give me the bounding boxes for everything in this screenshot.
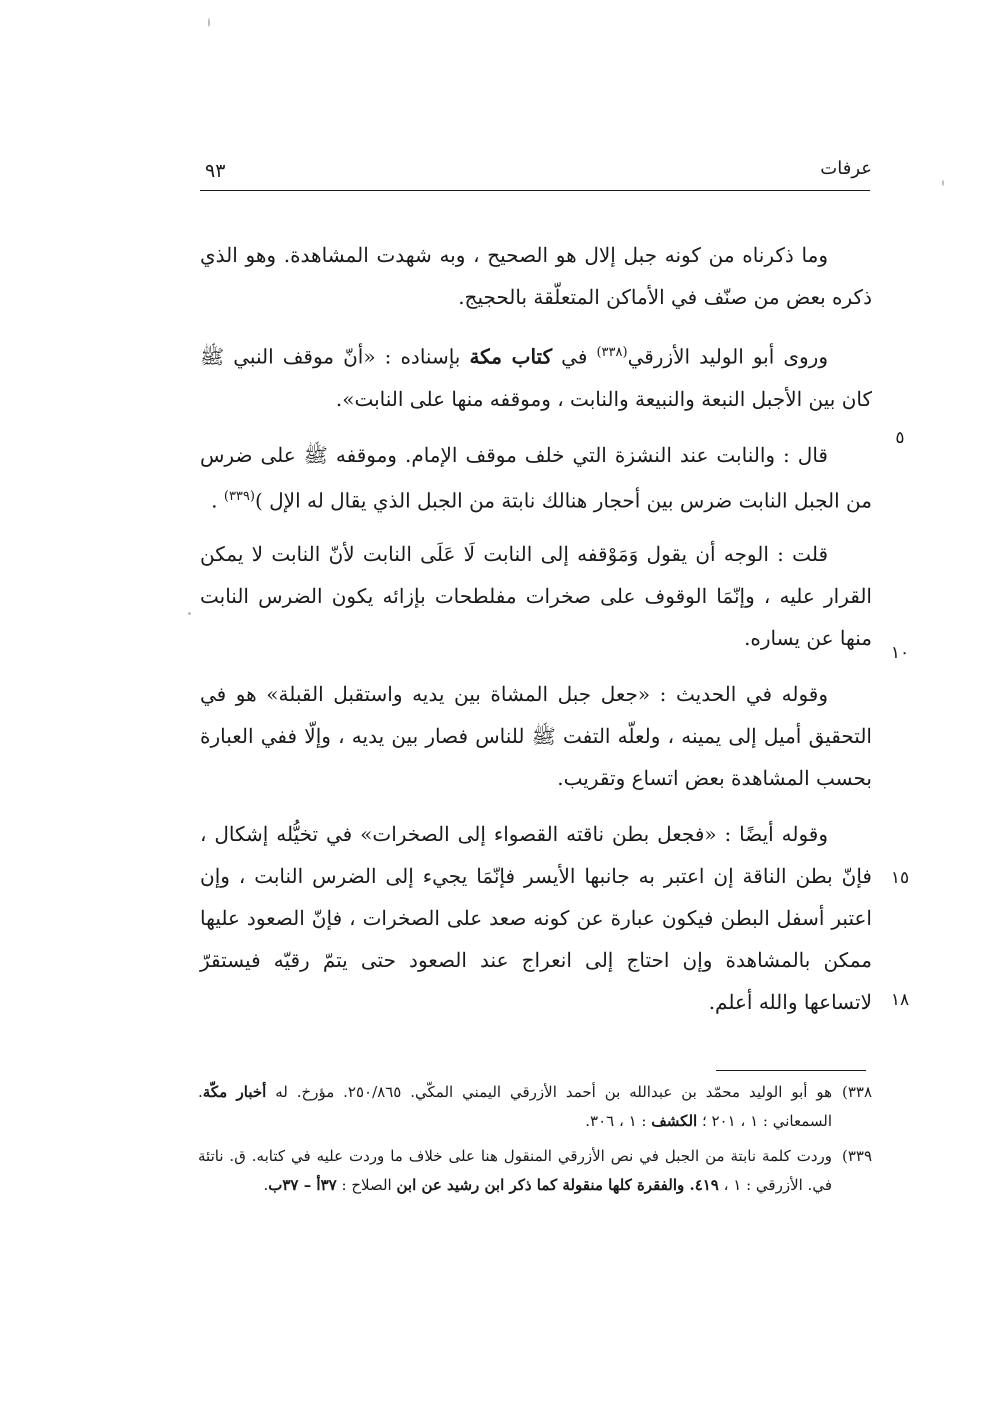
line-number-15: ١٥ [890, 868, 910, 888]
paragraph-3 [200, 434, 872, 522]
footnote-text: . السمعاني : ١ ، ٢٠١ ؛ [198, 1083, 832, 1130]
paragraph-5: وقوله في الحديث : «جعل جبل المشاة بين يديه واستقبل القبلة» هو في التحقيق أميل إلى يمينه ، ولعلّه التفت ﷺ للناس فصار بين يديه ، وإلّا ففي العبارة بحسب المشاهدة بعض اتساع وتقريب. [200, 682, 872, 791]
footnote-rule [716, 1070, 866, 1071]
footnote-text: : ١ ، ٣٠٦. [585, 1112, 652, 1130]
footnote-bold: الكشف [651, 1112, 698, 1130]
paragraph-3-pre: قال : والنابت عند النشزة التي خلف موقف الإمام. وموقفه ﷺ على ضرس من الجبل النابت ضرس بين أحجار هنالك نابتة من الجبل الذي يقال له الإل ) [200, 442, 872, 513]
book-title-makka: كتاب مكة [469, 344, 553, 369]
paragraph-4: قلت : الوجه أن يقول وَمَوْقفه إلى النابت لَا عَلَى النابت لأنّ النابت لا يمكن القرار عليه ، وإنّمَا الوقوف على صخرات مفلطحات بإزائه يكون الضرس النابت منها عن يساره. [200, 542, 872, 651]
footnotes [198, 1078, 872, 1206]
line-number-5: ٥ [895, 428, 905, 448]
footnote-number: ٣٣٩) [841, 1147, 872, 1165]
footnote-bold: ٤١٩. والفقرة كلها منقولة كما ذكر ابن رشيد عن ابن [396, 1176, 719, 1194]
paragraph-3-post: . [211, 488, 224, 513]
footnote-bold: أخبار مكّة [202, 1083, 267, 1101]
footnote-text: الصلاح : [336, 1176, 397, 1194]
paragraph-2-post: بإسناده : «أنّ موقف النبي ﷺ كان بين الأجبل النبعة والنبيعة والنابت ، وموقفه منها على النابت». [200, 344, 872, 411]
footnote-text: هو أبو الوليد محمّد بن عبدالله بن أحمد الأزرقي اليمني المكّي. ٢٥٠/٨٦٥. مؤرخ. له [266, 1083, 832, 1101]
scan-speck [188, 612, 191, 615]
line-number-10: ١٠ [890, 643, 910, 663]
footnote-text: وردت كلمة نابتة من الجبل في نص الأزرقي المنقول هنا على خلاف ما وردت عليه في كتابه. ق. ناتئة في. الأزرقي : ١ ، [198, 1147, 832, 1194]
header-rule [200, 190, 870, 191]
page-number: ٩٣ [205, 160, 226, 182]
scan-speck [208, 18, 210, 27]
paragraph-6: وقوله أيضًا : «فجعل بطن ناقته القصواء إلى الصخرات» في تخيُّله إشكال ، فإنّ بطن الناقة إن اعتبر به جانبها الأيسر فإنّمَا يجيء إلى الضرس النابت ، وإن اعتبر أسفل البطن فيكون عبارة عن كونه صعد على الصخرات ، فإنّ الصعود عليها ممكن بالمشاهدة وإن احتاج إلى انعراج عند الصعود حتى يتمّ رقيّه فيستقرّ لاتساعها والله أعلم. [200, 822, 872, 1015]
line-number-18: ١٨ [890, 990, 910, 1010]
paragraph-2-pre: وروى أبو الوليد الأزرقي [627, 344, 828, 369]
footnote-bold: ٣٧أ – ٣٧ب [268, 1176, 337, 1194]
paragraph-2 [200, 332, 872, 420]
paragraph-2-mid: في [552, 344, 597, 369]
footnote-number: ٣٣٨) [841, 1083, 872, 1101]
footnote-text: . [263, 1176, 269, 1194]
footnote-ref-338: (٣٣٨) [596, 345, 628, 360]
footnote-338 [198, 1078, 872, 1136]
paragraph-1: وما ذكرناه من كونه جبل إلال هو الصحيح ، وبه شهدت المشاهدة. وهو الذي ذكره بعض من صنّف في الأماكن المتعلّقة بالحجيج. [200, 243, 872, 309]
main-text [200, 234, 872, 1037]
running-title: عرفات [820, 158, 872, 179]
footnote-ref-339: (٣٣٩) [223, 488, 255, 504]
scan-speck [942, 180, 944, 186]
footnote-339 [198, 1142, 872, 1200]
